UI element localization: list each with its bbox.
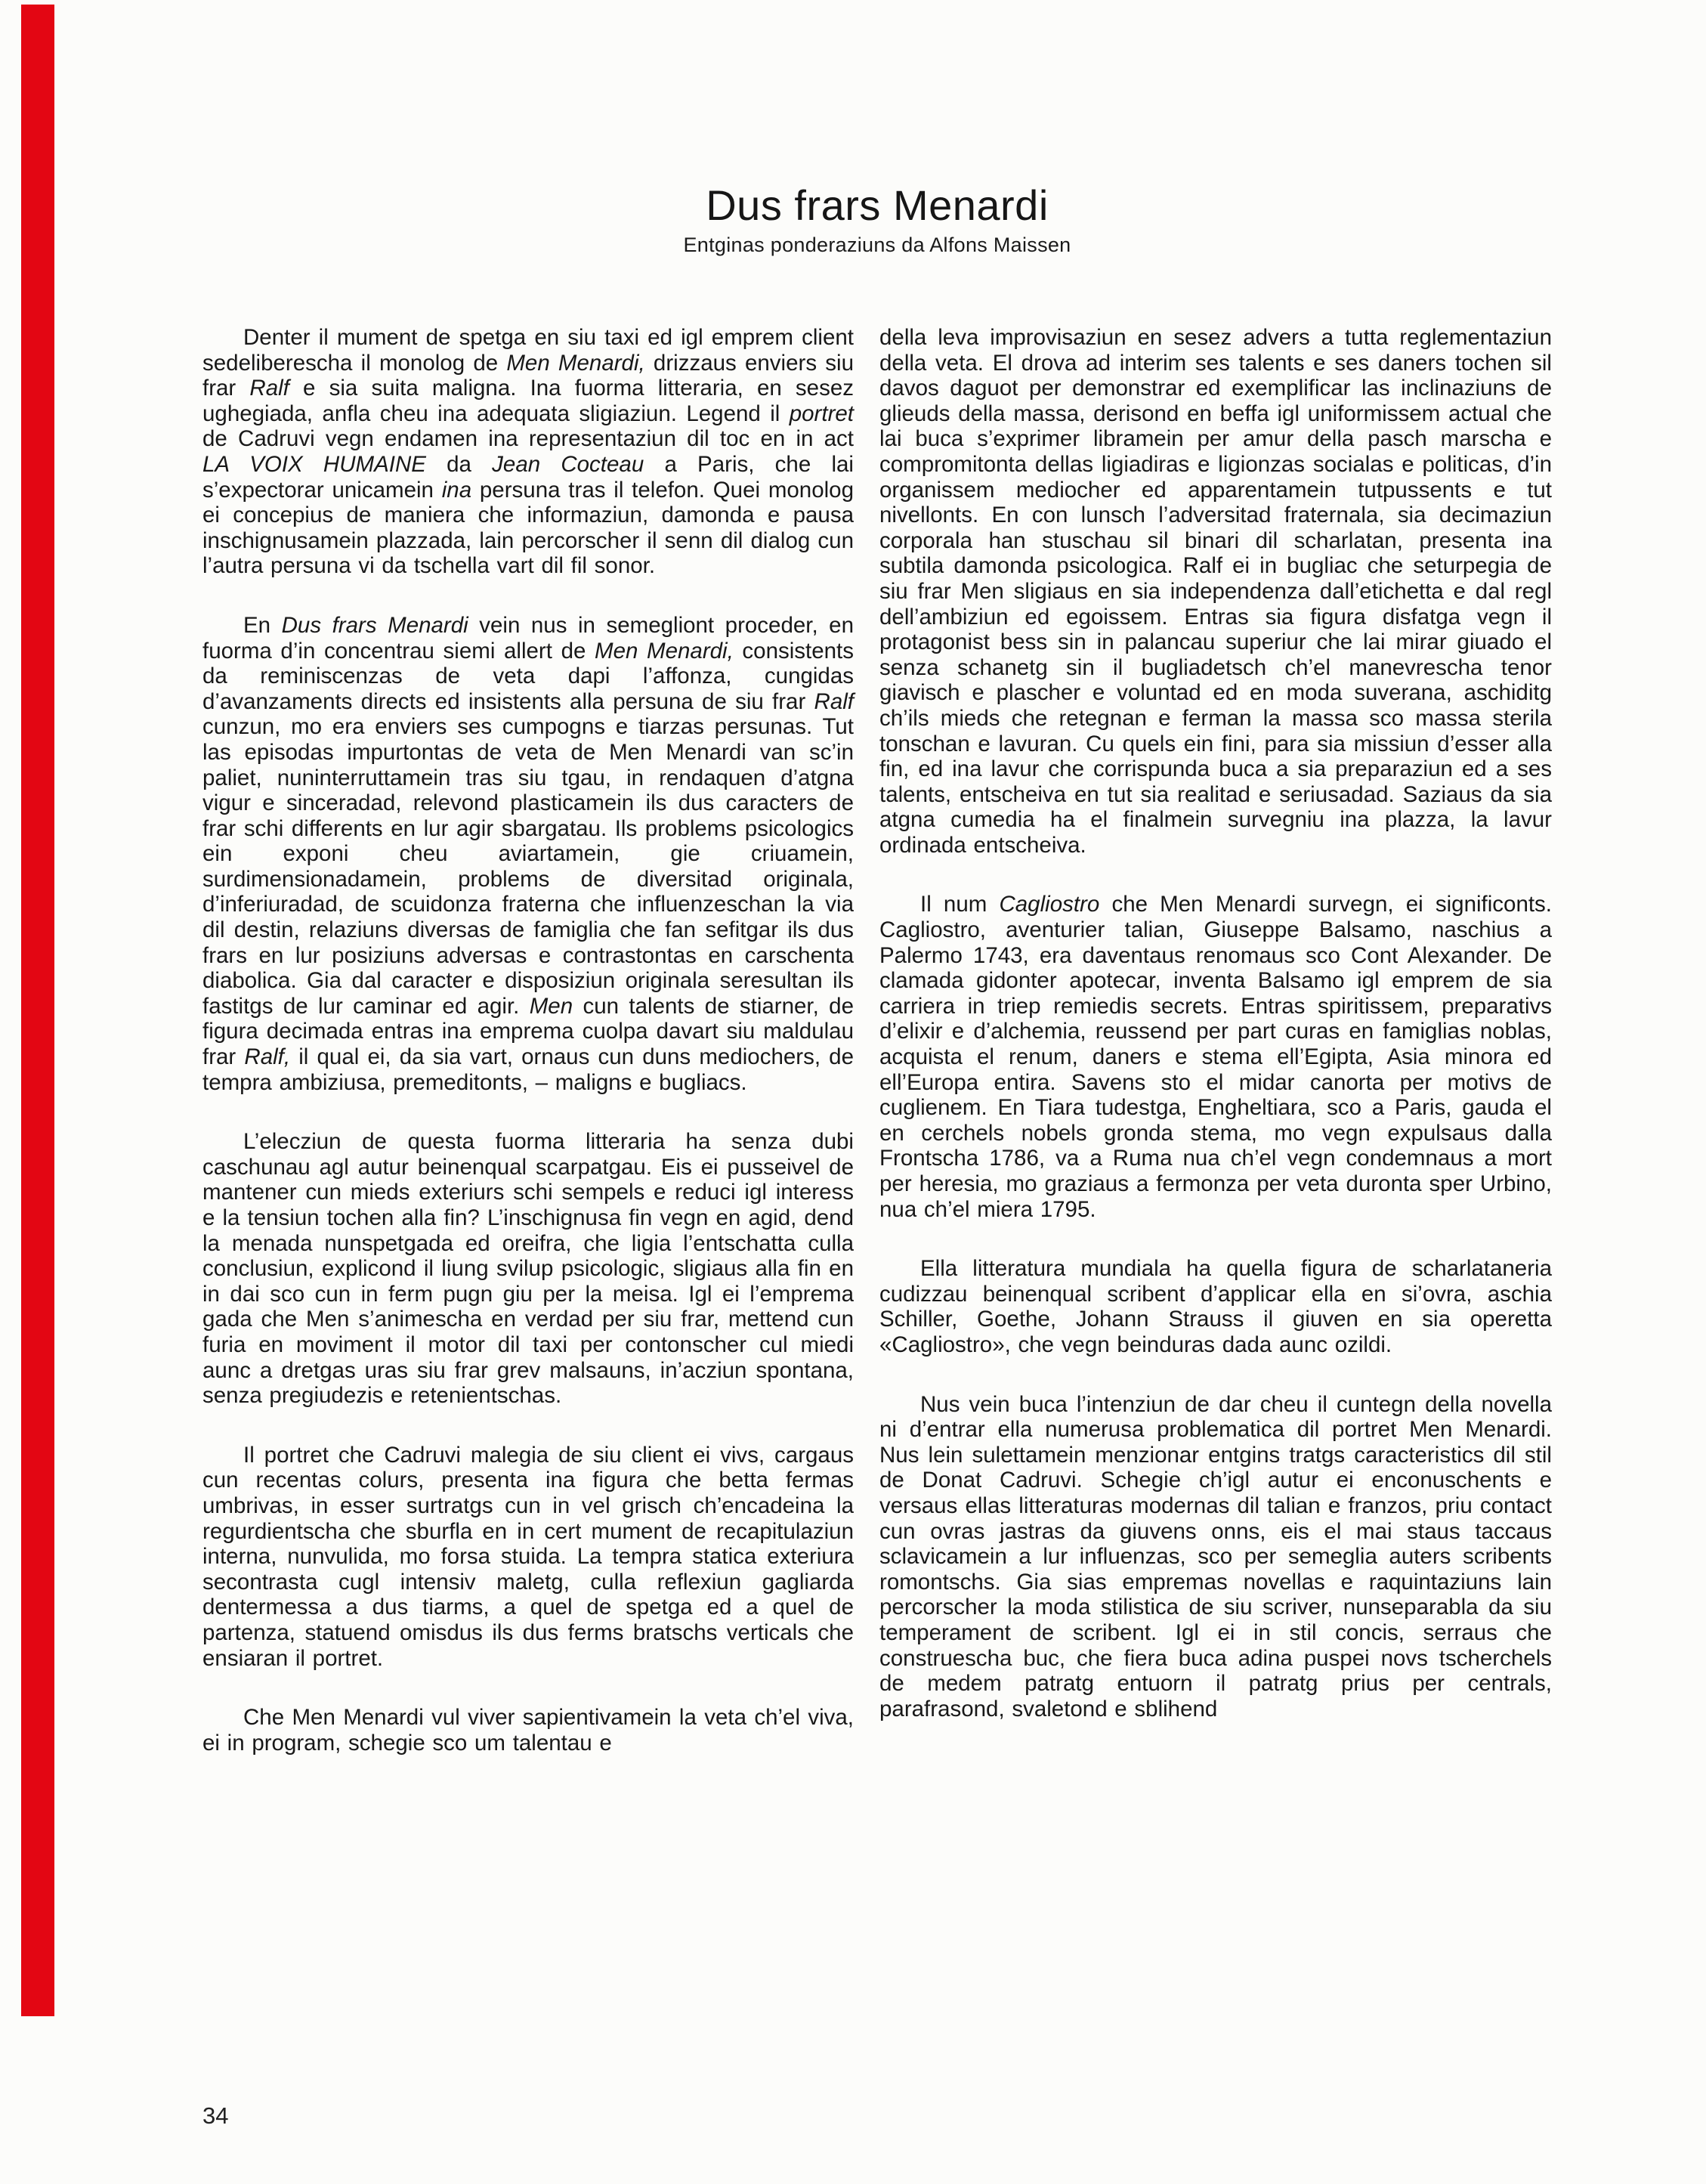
paragraph: della leva improvisaziun en sesez advers a tutta reglementaziun della veta. El drova ad interim ses talents e ses daners tochen sil davos daguot per demonstrar ed exemplificar las inclinaziuns de glieuds della massa, derisond en beffa igl uniformissem actual che lai buca s’exprimer libramein per amur della pasch marscha e compromitonta dellas ligiadiras e ligionzas socialas e politicas, d’in organissem mediocher ed apparentamein tutpussents e tut nivellonts. En con lunsch l’adversitad fraternala, sia decimaziun corporala han stuschau sil binari dil scharlatan, presenta ina subtila damonda psicologica. Ralf ei in bugliac che seturpegia de siu frar Men sligiaus en sia independenza dall’etichetta e dal regl dell’ambiziun ed egoissem. Entras sia figura disfatga vegn il protagonist bess sin in palancau superiur che lai mirar giuado el senza schanetg sin il bugliadetsch ch’el manevrescha tenor giavisch e plascher e voluntad ed en moda suverana, aschiditg ch’ils mieds che retegnan e ferman la massa sco massa sterila tonschan e lavuran. Cu quels ein fini, para sia missiun d’esser alla fin, ed ina lavur che corrispunda buca a sia preparaziun ed a ses talents, entscheiva en tut sia realitad e seriusadad. Saziaus da sia atgna cumedia ha el finalmein survegniu ina plazza, la lavur ordinada entscheiva. [879, 325, 1552, 858]
paragraph: En Dus frars Menardi vein nus in semegliont proceder, en fuorma d’in concentrau siemi allert de Men Menardi, consistents da reminiscenzas de veta dapi l’affonza, cungidas d’avanzaments directs ed insistents alla persuna de siu frar Ralf cunzun, mo era enviers ses cumpogns e tiarzas persunas. Tut las episodas impurtontas de veta de Men Menardi van sc’in paliet, nuninterruttamein tras siu tgau, in rendaquen d’atgna vigur e sinceradad, relevond plasticamein ils dus caracters de frar schi differents en lur agir sbargatau. Ils problems psicologics ein exponi cheu aviartamein, gie criuamein, surdimensionadamein, problems de diversitad originala, d’inferiuradad, de scuidonza fraterna che influenzeschan la via dil destin, relaziuns diversas de famiglia che fan sefitgar ils dus frars en lur posiziuns adversas e contrastontas en carschenta diabolica. Gia dal caracter e disposiziun originala seresultan ils fastitgs de lur caminar ed agir. Men cun talents de stiarner, de figura decimada entras ina emprema cuolpa davart siu maldulau frar Ralf, il qual ei, da sia vart, ornaus cun duns mediochers, de tempra ambiziusa, premeditonts, – maligns e bugliacs. [202, 612, 854, 1095]
paragraph: Il portret che Cadruvi malegia de siu client ei vivs, cargaus cun recentas colurs, presenta ina figura che betta fermas umbrivas, in esser surtratgs cun in vel grisch ch’encadeina la regurdientscha che sburfla en in cert mument de recapitulaziun interna, nunvulida, mo forsa stuida. La tempra statica exteriura secontrasta cugl intensiv maletg, culla reflexiun gagliarda dentermessa a dus tiarms, a quel de spetga ed a quel de partenza, statuend omisdus ils dus ferms bratschs verticals che ensiaran il portret. [202, 1442, 854, 1671]
left-column [202, 325, 854, 1790]
right-column [879, 325, 1552, 1790]
page-title: Dus frars Menardi [706, 181, 1049, 229]
page-number: 34 [202, 2102, 229, 2129]
article-body [202, 325, 1552, 1790]
paragraph: Che Men Menardi vul viver sapientivamein la veta ch’el viva, ei in program, schegie sco um talentau e [202, 1705, 854, 1756]
paragraph: Ella litteratura mundiala ha quella figura de scharlataneria cudizzau beinenqual scribent d’applicar ella en si’ovra, aschia Schiller, Goethe, Johann Strauss il giuven en sia operetta «Cagliostro», che vegn beinduras dada aunc ozildi. [879, 1256, 1552, 1357]
page-subtitle: Entginas ponderaziuns da Alfons Maissen [683, 234, 1071, 256]
paragraph: Il num Cagliostro che Men Menardi survegn, ei significonts. Cagliostro, aventurier talian, Giuseppe Balsamo, naschius a Palermo 1743, era daventaus renomaus sco Cont Alexander. De clamada gidonter apotecar, inventa Balsamo igl emprem de sia carriera in triep remiedis secrets. Entras spiritissem, preparativs d’elixir e d’alchemia, reussend per part curas en famiglias noblas, acquista el renum, daners e stema ell’Egipta, Asia minora ed ell’Europa entira. Savens sto el midar canorta per motivs de cuglienem. En Tiara tudestga, Engheltiara, sco a Paris, gauda el en cerchels nobels gronda stema, mo vegn expulsaus dalla Frontscha 1786, va a Ruma nua ch’el vegn condemnaus a mort per heresia, mo graziaus a fermonza per veta duronta sper Urbino, nua ch’el miera 1795. [879, 892, 1553, 1222]
paragraph: Denter il mument de spetga en siu taxi ed igl emprem client sedeliberescha il monolog de Men Menardi, drizzaus enviers siu frar Ralf e sia suita maligna. Ina fuorma litteraria, en sesez ughegiada, anfla cheu ina adequata sligiaziun. Legend il portret de Cadruvi vegn endamen ina representaziun dil toc en in act LA VOIX HUMAINE da Jean Cocteau a Paris, che lai s’expectorar unicamein ina persuna tras il telefon. Quei monolog ei concepius de maniera che informaziun, damonda e pausa inschignusamein plazzada, lain percorscher il senn dil dialog cun l’autra persuna vi da tschella vart dil fil sonor. [202, 325, 854, 579]
paragraph: Nus vein buca l’intenziun de dar cheu il cuntegn della novella ni d’entrar ella numerusa problematica dil portret Men Menardi. Nus lein sulettamein menzionar entgins tratgs caracteristics dil stil de Donat Cadruvi. Schegie ch’igl autur ei enconuschents e versaus ellas litteraturas modernas dil talian e franzos, priu contact cun ovras jastras da giuvens onns, eis el mai staus taccaus sclavicamein a lur influenzas, sco per semeglia auters scribents romontschs. Gia sias empremas novellas e raquintaziuns lain percorscher la moda stilistica de siu scriver, nunseparabla da siu temperament de scribent. Igl ei in stil concis, serraus che construescha buc, che fiera buca adina puspei novs tscherchels de medem patratg entuorn il patratg prius per centrals, parafrasond, svaletond e sblihend [879, 1391, 1552, 1722]
red-margin-bar [21, 5, 54, 2016]
paragraph: L’elecziun de questa fuorma litteraria ha senza dubi caschunau agl autur beinenqual scarpatgau. Eis ei pusseivel de mantener cun mieds exteriurs schi sempels e reduci igl interess e la tensiun tochen alla fin? L’inschignusa fin vegn en agid, dend la menada nunspetgada ed oreifra, che ligia l’entschatta culla conclusiun, explicond il liung svilup psicologic, sligiaus alla fin en in dai sco cun in ferm pugn giu per la meisa. Igl ei l’emprema gada che Men s’animescha en verdad per siu frar, mettend cun furia en moviment il motor dil taxi per contonscher cul miedi aunc a dretgas uras siu frar grev malsauns, in’acziun spontana, senza pregiudezis e retenientschas. [202, 1129, 854, 1409]
